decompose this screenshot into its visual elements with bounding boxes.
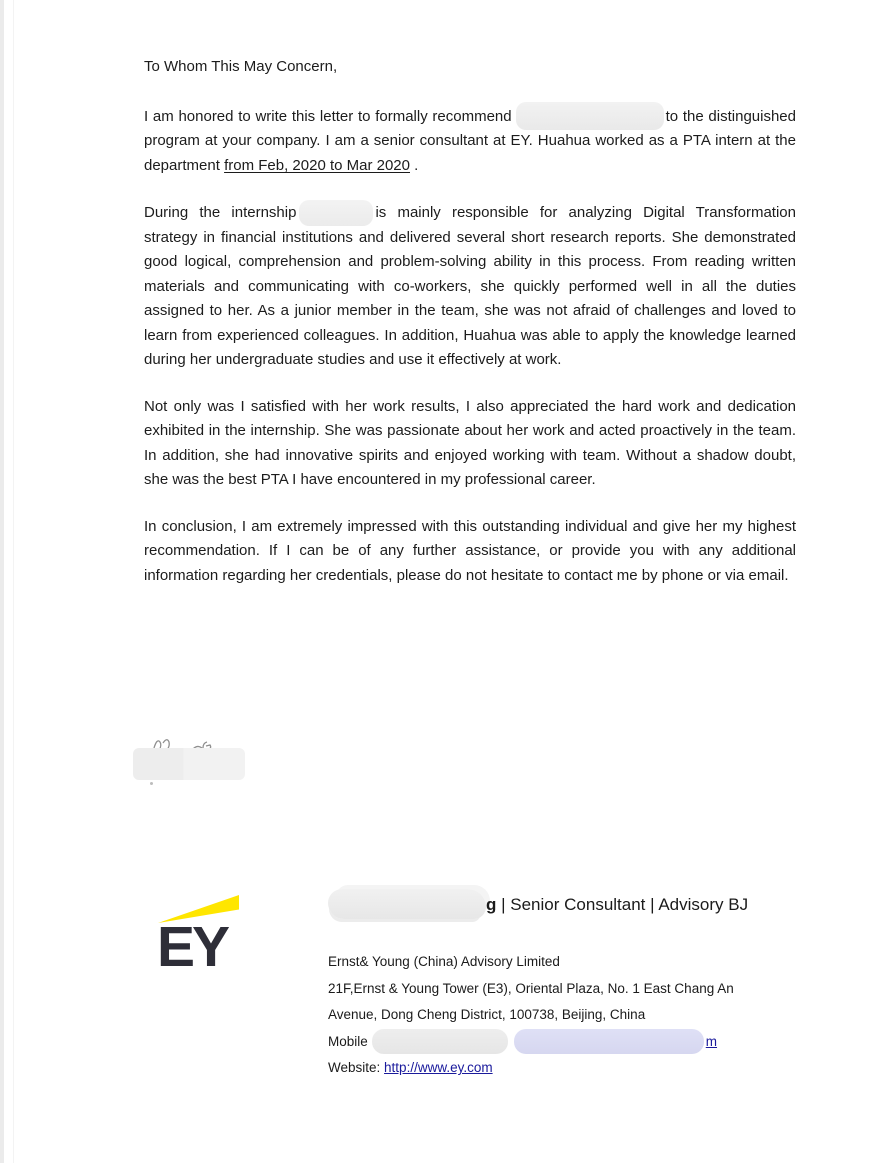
ey-logo	[157, 893, 267, 1003]
website-label: Website:	[328, 1060, 381, 1075]
intro-period: .	[410, 156, 419, 174]
redacted-name-inline	[299, 200, 373, 226]
email-link-suffix[interactable]: m	[705, 1033, 718, 1049]
paragraph-duties	[144, 200, 796, 373]
paragraph-appreciation: Not only was I satisfied with her work results, I also appreciated the hard work and dedication exhibited in the internship. She was passionate about her work and acted proactively in the team. In addition, she had innovative spirits and enjoyed working with team. Without a shadow doubt, she was the best PTA I have encountered in my professional career.	[144, 397, 796, 488]
redacted-phone-number	[372, 1029, 508, 1054]
email-signature-block	[328, 889, 778, 1082]
internship-dates: from Feb, 2020 to Mar 2020	[224, 156, 410, 174]
sender-title: | Senior Consultant | Advisory BJ	[501, 895, 749, 914]
company-name: Ernst& Young (China) Advisory Limited	[328, 954, 560, 969]
sender-name-visible-suffix: g	[486, 895, 497, 914]
redacted-recommendee-name	[516, 102, 664, 130]
mobile-label: Mobile	[328, 1033, 368, 1049]
signature-name-title-line	[328, 889, 778, 933]
handwritten-signature	[130, 728, 280, 788]
redacted-sender-name	[328, 889, 486, 919]
page-left-edge	[0, 0, 4, 1163]
address-line-2: Avenue, Dong Cheng District, 100738, Beijing, China	[328, 1007, 646, 1022]
duties-text-after-name: is mainly responsible for analyzing Digital Transformation strategy in financial institutions and delivered several short research reports. She demonstrated good logical, comprehension and problem-solving ability in this process. From reading written materials and communicating with co-workers, she quickly performed well in all the duties assigned to her. As a junior member in the team, she was not afraid of challenges and loved to learn from experienced colleagues. In addition, Huahua was able to apply the knowledge learned during her undergraduate studies and use it effectively at work.	[144, 204, 796, 368]
paragraph-conclusion: In conclusion, I am extremely impressed with this outstanding individual and give her my highest recommendation. If I can be of any further assistance, or provide you with any additional information regarding her credentials, please do not hesitate to contact me by phone or via email.	[144, 517, 796, 584]
intro-text-before-name: I am honored to write this letter to formally recommend	[144, 107, 512, 125]
ey-logo-letters: EY	[157, 915, 228, 979]
mobile-line	[328, 1029, 778, 1056]
address-line-1: 21F,Ernst & Young Tower (E3), Oriental Plaza, No. 1 East Chang An	[328, 980, 734, 996]
redacted-signature	[133, 748, 245, 780]
website-line	[328, 1055, 778, 1082]
signature-ink-dot	[150, 782, 153, 785]
duties-text-before-name: During the internship	[144, 204, 297, 221]
contact-info	[328, 949, 778, 1082]
page-left-margin-line	[13, 0, 14, 1163]
paragraph-intro	[144, 102, 796, 179]
salutation: To Whom This May Concern,	[144, 58, 338, 75]
redacted-email-address	[514, 1029, 704, 1054]
letter-body	[144, 55, 796, 610]
website-link[interactable]: http://www.ey.com	[384, 1060, 493, 1075]
intro-text-after-name: to the distinguished program at your company. I am a senior consultant at EY. Huahua worked as a PTA intern at the department	[144, 107, 796, 174]
